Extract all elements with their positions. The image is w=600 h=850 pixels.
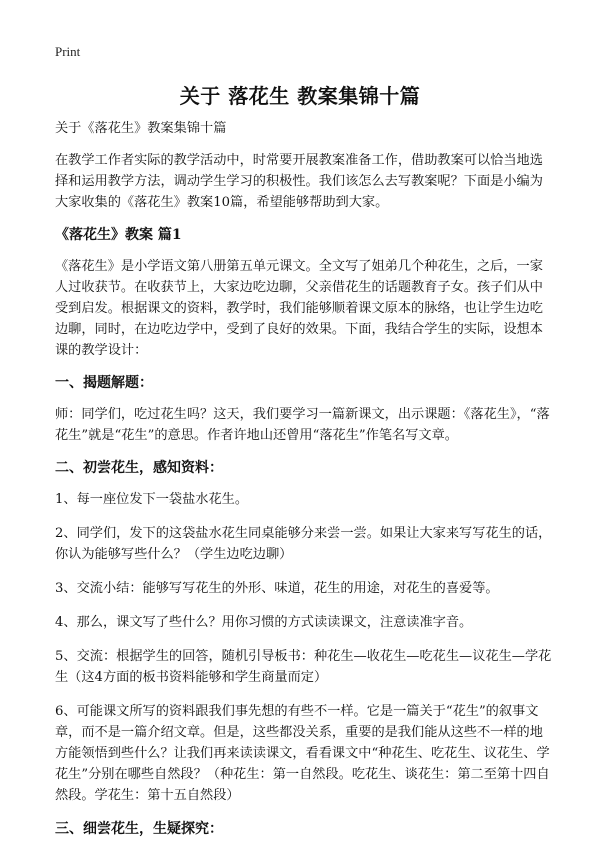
document-body [55,118,555,850]
part2-heading: 二、初尝花生，感知资料： [55,460,223,476]
section-intro-paragraph: 《落花生》是小学语文第八册第五单元课文。全文写了姐弟几个种花生，之后，一家人过收获节。在收获节上，大家边吃边聊，父亲借花生的话题教育子女。孩子们从中受到启发。根据课文的资料，教学时，我们能够顺着课文原本的脉络，也让学生边吃边聊，同时，在边吃边学中，受到了良好的效果。下面，我结合学生的实际，设想本课的教学设计： [55,259,543,358]
list-item: 4、那么，课文写了些什么？用你习惯的方式读读课文，注意读准字音。 [55,615,473,630]
list-item: 2、同学们，发下的这袋盐水花生同桌能够分来尝一尝。如果让大家来写写花生的话，你认为能够写些什么？（学生边吃边聊） [55,526,552,562]
part1-heading: 一、揭题解题： [55,375,153,391]
section-title: 《落花生》教案 篇1 [55,227,182,243]
intro-paragraph: 在教学工作者实际的教学活动中，时常要开展教案准备工作，借助教案可以恰当地选择和运用教学方法，调动学生学习的积极性。我们该怎么去写教案呢？下面是小编为大家收集的《落花生》教案10篇，希望能够帮助到大家。 [55,153,543,210]
print-label: Print [55,44,81,59]
list-item: 3、交流小结：能够写写花生的外形、味道，花生的用途，对花生的喜爱等。 [55,581,499,596]
part1-paragraph: 师：同学们，吃过花生吗？这天，我们要学习一篇新课文，出示课题：《落花生》，“落花生”就是“花生”的意思。作者许地山还曾用“落花生”作笔名写文章。 [55,407,550,443]
list-item: 6、可能课文所写的资料跟我们事先想的有些不一样。它是一篇关于“花生”的叙事文章，而不是一篇介绍文章。但是，这些都没关系，重要的是我们能从这些不一样的地方能领悟到些什么？让我们再来读读课文，看看课文中“种花生、吃花生、议花生、学花生”分别在哪些自然段？（种花生：第一自然段。吃花生、谈花生：第二至第十四自然段。学花生：第十五自然段） [55,704,550,803]
list-item: 5、交流：根据学生的回答，随机引导板书：种花生—收花生—吃花生—议花生—学花生（这4方面的板书资料能够和学生商量而定） [55,649,552,685]
part3-heading: 三、细尝花生，生疑探究： [55,821,223,837]
document-subtitle: 关于《落花生》教案集锦十篇 [55,121,227,136]
page-title: 关于 落花生 教案集锦十篇 [179,84,421,108]
list-item: 1、每一座位发下一袋盐水花生。 [55,492,249,507]
